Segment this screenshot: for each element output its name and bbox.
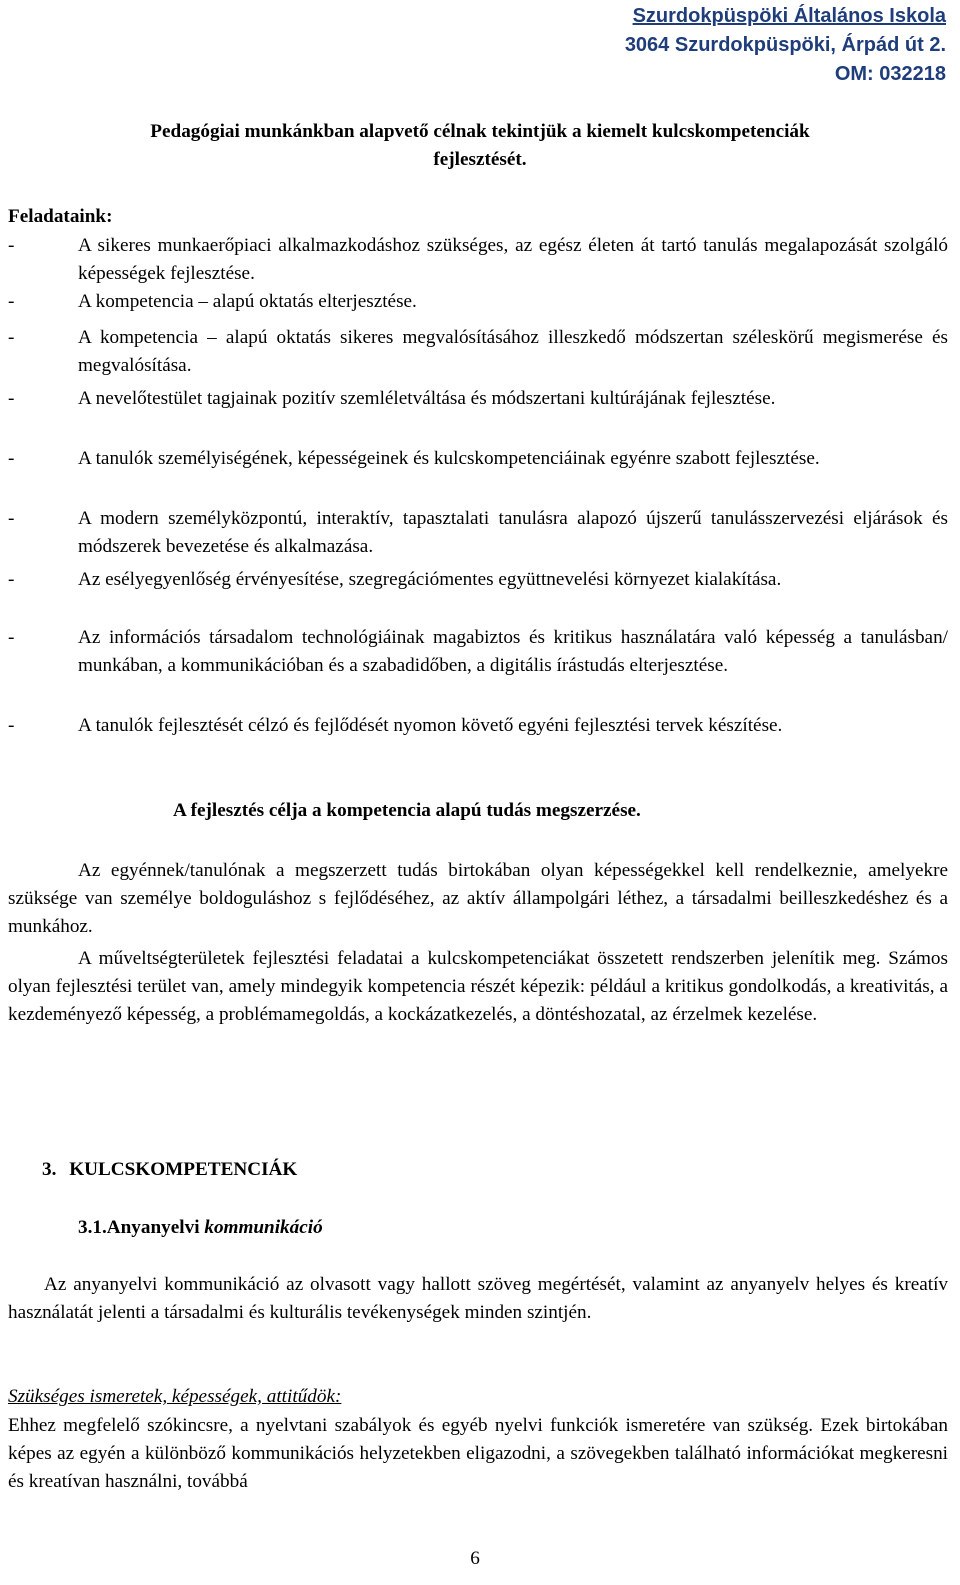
list-item: - A sikeres munkaerőpiaci alkalmazkodáshoz szükséges, az egész életen át tartó tanulás megalapozását szolgáló képességek fejlesztése.: [8, 232, 948, 288]
list-item: - A tanulók személyiségének, képességeinek és kulcskompetenciáinak egyénre szabott fejlesztése.: [8, 445, 948, 473]
bullet-dash: -: [8, 627, 15, 648]
tasks-title: Feladataink:: [8, 206, 113, 227]
paragraph: A műveltségterületek fejlesztési feladatai a kulcskompetenciákat összetett rendszerben jelenítik meg. Számos olyan fejlesztési terület van, amely mindegyik kompetencia részét képezik: például a kritikus gondolkodás, a kreativitás, a kezdeményező képesség, a problémamegoldás, a kockázatkezelés, a döntéshozatal, az érzelmek kezelése.: [8, 948, 948, 1025]
school-header: [625, 2, 946, 89]
list-item: - A nevelőtestület tagjainak pozitív szemléletváltása és módszertani kultúrájának fejlesztése.: [8, 385, 948, 413]
school-om: OM: 032218: [834, 63, 946, 85]
subsection-heading: [78, 1214, 323, 1242]
intro-heading: Pedagógiai munkánkban alapvető célnak tekintjük a kiemelt kulcskompetenciák fejlesztését.: [150, 121, 810, 170]
bullet-dash: -: [8, 448, 15, 469]
list-item: - A modern személyközpontú, interaktív, tapasztalati tanulásra alapozó újszerű tanulásszervezési eljárások és módszerek bevezetése és alkalmazása.: [8, 505, 948, 561]
section-number: 3.: [42, 1159, 57, 1180]
skills-heading: [8, 1383, 341, 1411]
bullet-dash: -: [8, 388, 15, 409]
skills-heading-colon: :: [334, 1386, 342, 1407]
list-item: - Az információs társadalom technológiáinak magabiztos és kritikus használatára való képesség a tanulásban/ munkában, a kommunikációban és a szabadidőben, a digitális írástudás elterjesztése.: [8, 624, 948, 680]
paragraph: Ehhez megfelelő szókincsre, a nyelvtani szabályok és egyéb nyelvi funkciók ismeretére van szükség. Ezek birtokában képes az egyén a különböző kommunikációs helyzetekben eligazodni, a szövegekben található információkat megkeresni és kreatívan használni, továbbá: [8, 1415, 948, 1492]
list-item: - A kompetencia – alapú oktatás elterjesztése.: [8, 288, 948, 316]
subsection-title: Anyanyelvi: [106, 1217, 205, 1238]
paragraph: Az anyanyelvi kommunikáció az olvasott vagy hallott szöveg megértését, valamint az anyanyelv helyes és kreatív használatát jelenti a társadalmi és kulturális tevékenységek minden szintjén.: [8, 1274, 948, 1323]
bullet-dash: -: [8, 291, 15, 312]
subsection-title-italic: kommunikáció: [204, 1217, 323, 1238]
bullet-dash: -: [8, 508, 15, 529]
school-address: 3064 Szurdokpüspöki, Árpád út 2.: [624, 34, 946, 56]
list-item: - Az esélyegyenlőség érvényesítése, szegregációmentes együttnevelési környezet kialakítása.: [8, 566, 948, 594]
list-item: - A kompetencia – alapú oktatás sikeres megvalósításához illeszkedő módszertan széleskörű megismerése és megvalósítása.: [8, 324, 948, 380]
bullet-dash: -: [8, 235, 15, 256]
section-heading: [42, 1156, 297, 1184]
subsection-number: 3.1.: [78, 1217, 107, 1238]
paragraph: Az egyénnek/tanulónak a megszerzett tudás birtokában olyan képességekkel kell rendelkeznie, amelyekre szüksége van személye boldoguláshoz s fejlődéséhez, az aktív állampolgári léthez, a társadalmi beilleszkedéshez és a munkához.: [8, 860, 948, 937]
bullet-dash: -: [8, 715, 15, 736]
goal-heading: A fejlesztés célja a kompetencia alapú tudás megszerzése.: [173, 800, 641, 821]
bullet-dash: -: [8, 569, 15, 590]
skills-heading-text: Szükséges ismeretek, képességek, attitűdök: [8, 1386, 335, 1407]
school-name: Szurdokpüspöki Általános Iskola: [632, 5, 946, 27]
page-number: 6: [470, 1548, 480, 1569]
list-item: - A tanulók fejlesztését célzó és fejlődését nyomon követő egyéni fejlesztési tervek készítése.: [8, 712, 948, 740]
bullet-dash: -: [8, 327, 15, 348]
section-title: KULCSKOMPETENCIÁK: [69, 1159, 298, 1180]
